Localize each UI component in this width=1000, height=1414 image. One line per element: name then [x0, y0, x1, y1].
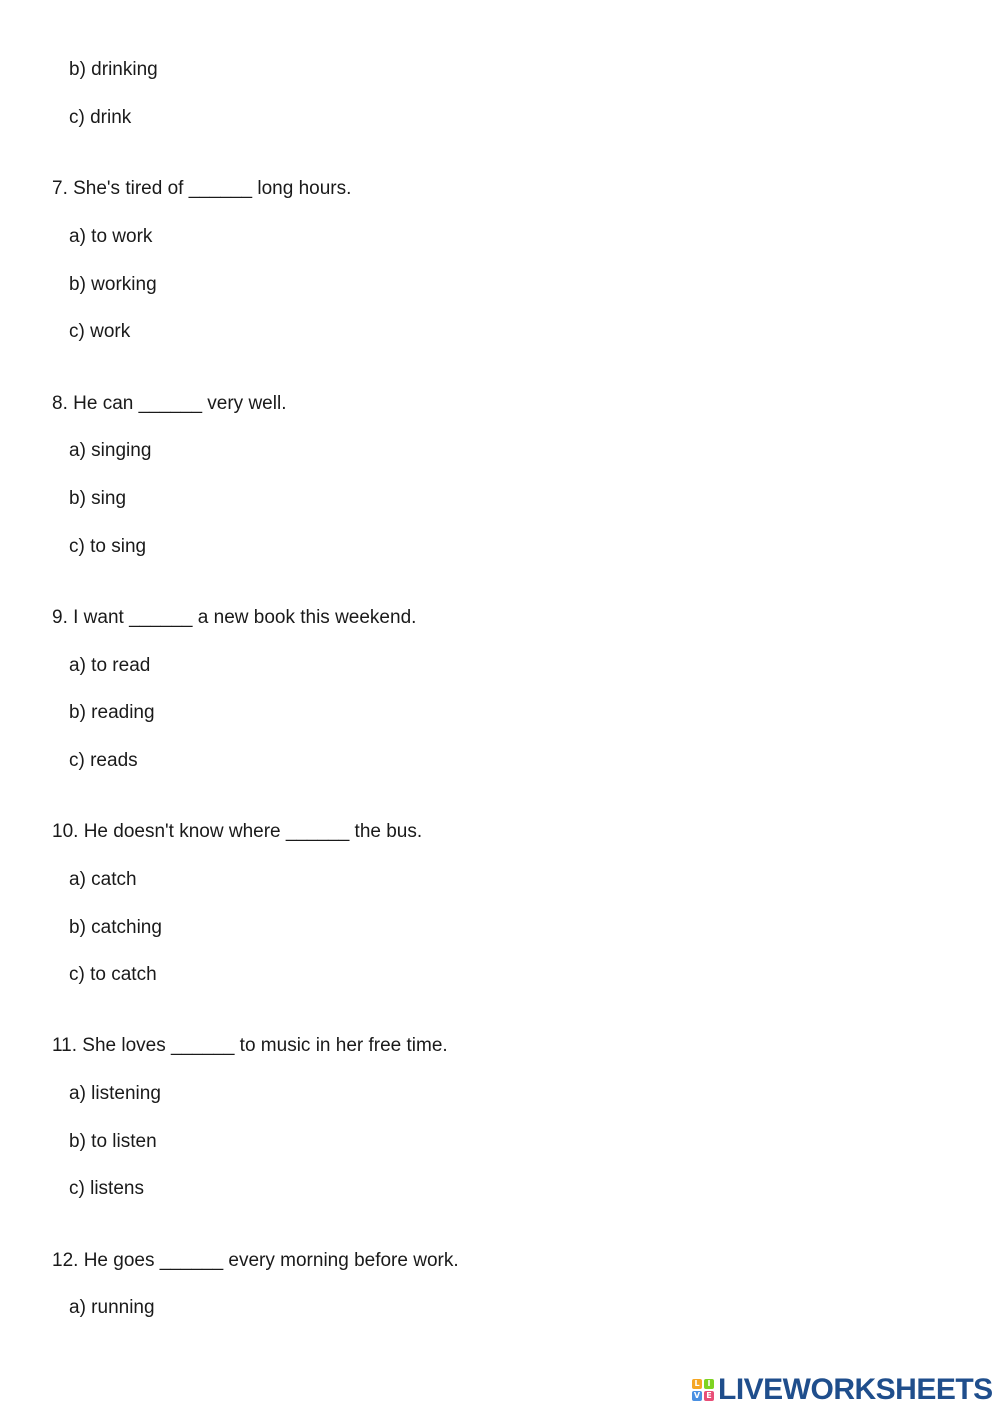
logo-mark-tile: L	[692, 1379, 702, 1389]
question-10: 10. He doesn't know where ______ the bus.	[52, 821, 423, 842]
option-9a: a) to read	[69, 655, 151, 676]
option-7c: c) work	[69, 321, 131, 342]
option-10b: b) catching	[69, 917, 162, 938]
option-7a: a) to work	[69, 226, 153, 247]
option-12a: a) running	[69, 1297, 155, 1318]
option-8a: a) singing	[69, 440, 152, 461]
option-9c: c) reads	[69, 750, 138, 771]
question-11: 11. She loves ______ to music in her free time.	[52, 1035, 448, 1056]
option-10a: a) catch	[69, 869, 137, 890]
option-11a: a) listening	[69, 1083, 161, 1104]
logo-mark-icon	[692, 1379, 714, 1401]
option-7b: b) working	[69, 274, 157, 295]
logo-mark-tile: V	[693, 1391, 701, 1400]
option-11c: c) listens	[69, 1178, 144, 1199]
option-11b: b) to listen	[69, 1131, 157, 1152]
logo-mark-tile: E	[704, 1391, 714, 1401]
question-9: 9. I want ______ a new book this weekend.	[52, 607, 417, 628]
logo-text: LIVEWORKSHEETS	[718, 1373, 993, 1406]
option-6b: b) drinking	[69, 59, 158, 80]
option-8b: b) sing	[69, 488, 127, 509]
option-10c: c) to catch	[69, 964, 157, 985]
option-9b: b) reading	[69, 702, 155, 723]
question-8: 8. He can ______ very well.	[52, 393, 287, 414]
liveworksheets-logo	[692, 1374, 993, 1406]
option-6c: c) drink	[69, 107, 132, 128]
question-7: 7. She's tired of ______ long hours.	[52, 178, 352, 199]
option-8c: c) to sing	[69, 536, 147, 557]
question-12: 12. He goes ______ every morning before work.	[52, 1250, 459, 1271]
logo-mark-tile: I	[704, 1379, 714, 1389]
